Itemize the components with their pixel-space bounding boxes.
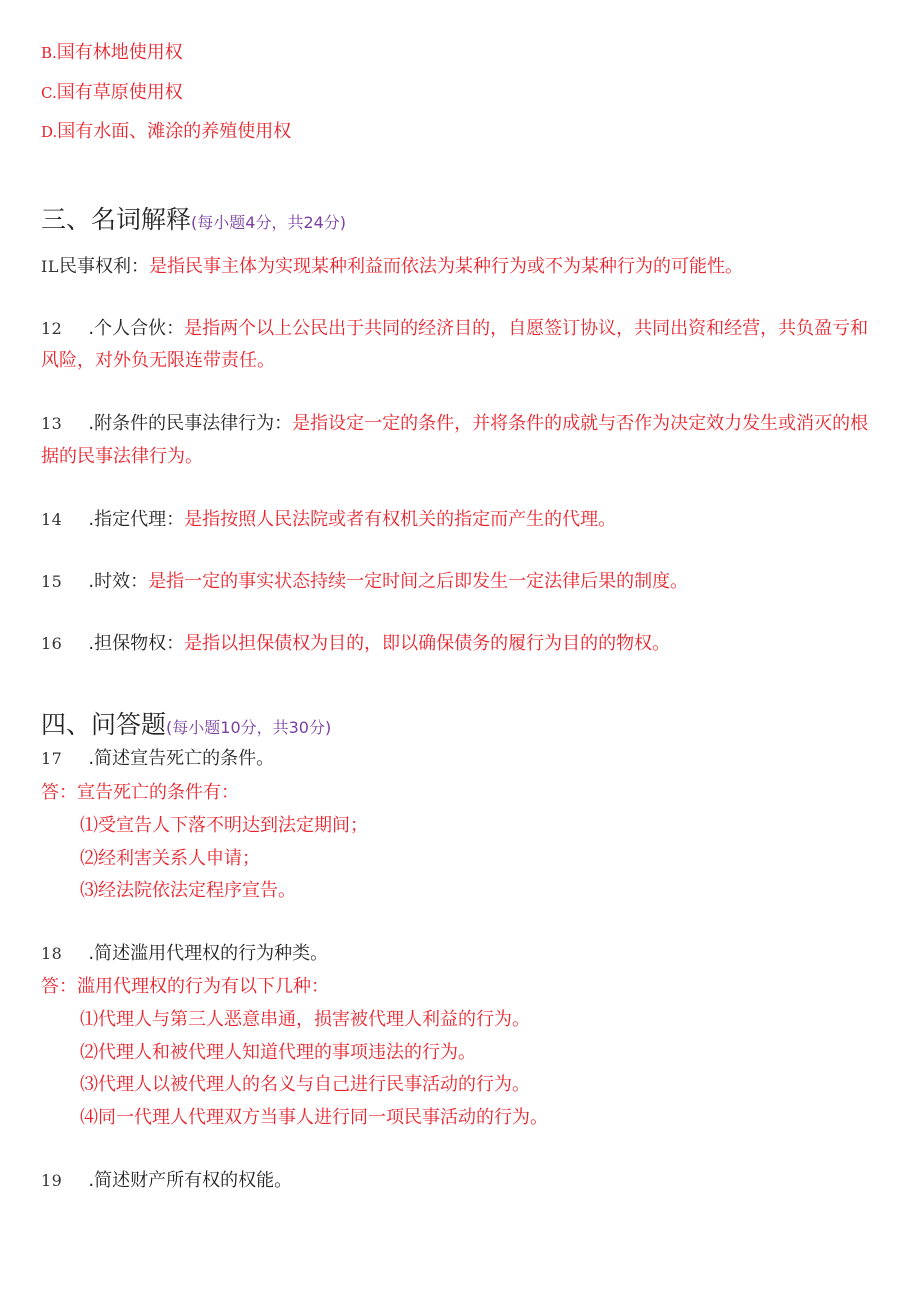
option-c — [41, 81, 183, 105]
term-number: 15 — [41, 572, 63, 591]
section-4-title: 四、问答题 — [41, 710, 167, 739]
option-text: 国有水面、滩涂的养殖使用权 — [57, 121, 292, 142]
option-text: 国有草原使用权 — [56, 82, 183, 103]
term-definition: 是指一定的事实状态持续一定时间之后即发生一定法律后果的制度。 — [148, 571, 689, 592]
term-definition: 是指两个以上公民出于共同的经济目的，自愿签订协议，共同出资和经营，共负盈亏和 — [184, 318, 869, 339]
option-text: 国有林地使用权 — [56, 42, 183, 63]
option-d — [41, 120, 291, 144]
term-label: .指定代理： — [88, 509, 185, 530]
term-label: .附条件的民事法律行为： — [88, 413, 293, 434]
section-4-heading — [41, 709, 331, 744]
answer-17-intro: 答：宣告死亡的条件有： — [41, 782, 239, 803]
term-12 — [41, 317, 868, 341]
term-label: .担保物权： — [88, 633, 185, 654]
question-text: .简述宣告死亡的条件。 — [88, 748, 275, 769]
term-label: .时效： — [88, 571, 149, 592]
question-number: 17 — [41, 749, 63, 768]
term-definition: 是指按照人民法院或者有权机关的指定而产生的代理。 — [184, 509, 617, 530]
answer-17-item-3: ⑶经法院依法定程序宣告。 — [80, 880, 296, 901]
option-b — [41, 41, 183, 65]
option-letter: D. — [41, 123, 58, 141]
section-4-note: (每小题10分，共30分) — [166, 718, 332, 737]
option-letter: C. — [41, 84, 57, 102]
answer-17-item-1: ⑴受宣告人下落不明达到法定期间； — [80, 815, 368, 836]
term-label: .个人合伙： — [88, 318, 185, 339]
question-text: .简述财产所有权的权能。 — [88, 1170, 293, 1191]
term-number: IL — [41, 257, 59, 276]
term-15 — [41, 570, 688, 594]
answer-18-item-1: ⑴代理人与第三人恶意串通，损害被代理人利益的行为。 — [80, 1009, 530, 1030]
term-14 — [41, 508, 616, 532]
term-number: 16 — [41, 634, 63, 653]
question-17 — [41, 747, 274, 771]
question-text: .简述滥用代理权的行为种类。 — [88, 943, 329, 964]
term-number: 13 — [41, 414, 63, 433]
term-12-continuation: 风险，对外负无限连带责任。 — [41, 350, 275, 371]
term-definition: 是指民事主体为实现某种利益而依法为某种行为或不为某种行为的可能性。 — [148, 256, 743, 277]
answer-18-item-2: ⑵代理人和被代理人知道代理的事项违法的行为。 — [80, 1042, 476, 1063]
section-3-title: 三、名词解释 — [41, 205, 192, 234]
question-18 — [41, 942, 328, 966]
answer-18-intro: 答：滥用代理权的行为有以下几种： — [41, 976, 329, 997]
term-definition: 是指设定一定的条件，并将条件的成就与否作为决定效力发生或消灭的根 — [292, 413, 869, 434]
answer-18-item-4: ⑷同一代理人代理双方当事人进行同一项民事活动的行为。 — [80, 1107, 548, 1128]
term-13-continuation: 据的民事法律行为。 — [41, 446, 203, 467]
term-number: 14 — [41, 510, 63, 529]
question-number: 19 — [41, 1171, 63, 1190]
term-number: 12 — [41, 319, 63, 338]
term-11 — [41, 255, 743, 279]
answer-18-item-3: ⑶代理人以被代理人的名义与自己进行民事活动的行为。 — [80, 1074, 530, 1095]
term-16 — [41, 632, 670, 656]
term-13 — [41, 412, 868, 436]
option-letter: B. — [41, 44, 57, 62]
section-3-heading — [41, 204, 346, 239]
term-definition: 是指以担保债权为目的，即以确保债务的履行为目的的物权。 — [184, 633, 671, 654]
section-3-note: (每小题4分，共24分) — [191, 213, 347, 232]
term-label: 民事权利： — [58, 256, 149, 277]
question-number: 18 — [41, 944, 63, 963]
question-19 — [41, 1169, 292, 1193]
answer-17-item-2: ⑵经利害关系人申请； — [80, 848, 260, 869]
